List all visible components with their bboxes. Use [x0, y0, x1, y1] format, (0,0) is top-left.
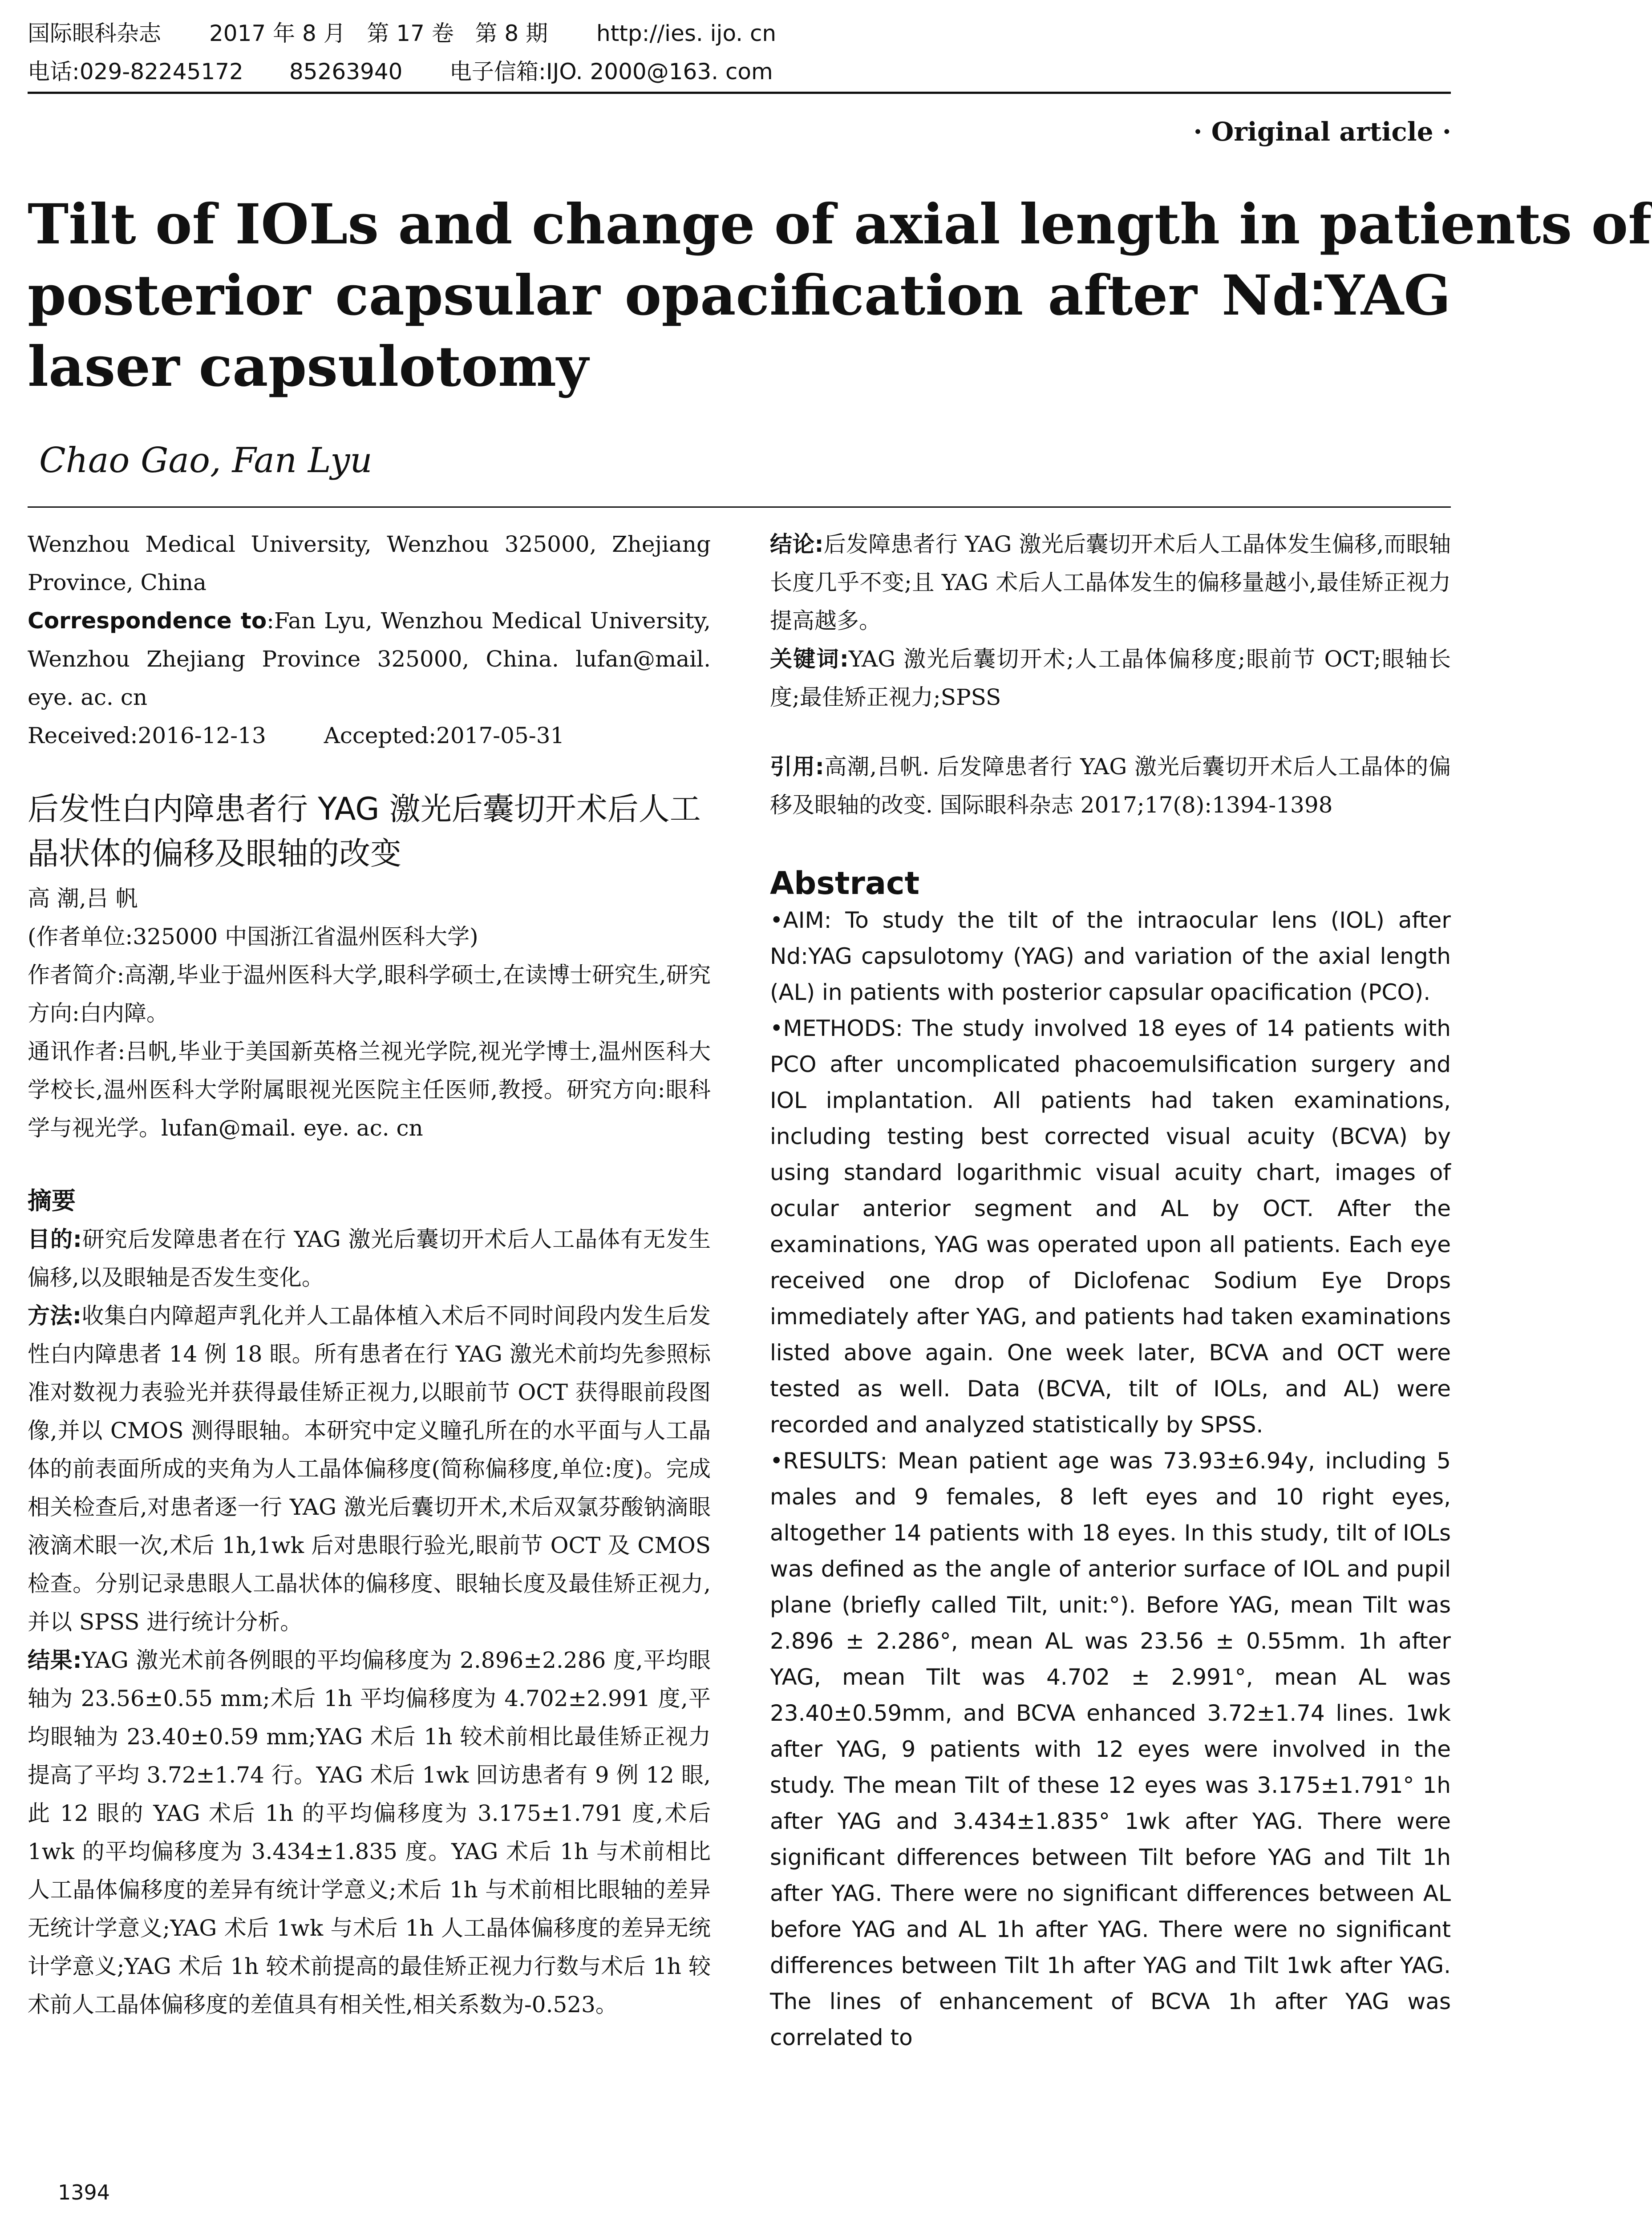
journal-url[interactable]: http://ies. ijo. cn: [596, 20, 777, 46]
aim-text: 研究后发障患者在行 YAG 激光后囊切开术后人工晶体有无发生偏移,以及眼轴是否发生变化。: [28, 1226, 711, 1290]
received-date: Received:2016-12-13: [28, 723, 266, 748]
title-word: posterior: [28, 263, 311, 328]
aim-label: 目的:: [28, 1226, 82, 1252]
results-label: 结果:: [28, 1647, 82, 1673]
article-type: · Original article ·: [1193, 117, 1451, 147]
abstract-aim-label: •AIM:: [770, 907, 832, 933]
article-title: [28, 189, 1652, 403]
title-word: after: [1048, 263, 1197, 328]
abstract-results: [770, 1443, 1451, 2056]
email[interactable]: 电子信箱:IJO. 2000@163. com: [449, 59, 773, 85]
right-column: [770, 525, 1451, 2056]
citation-label: 引用:: [770, 754, 824, 780]
methods-label: 方法:: [28, 1303, 81, 1329]
title-word: capsular: [335, 263, 600, 328]
correspondence-text[interactable]: :Fan Lyu, Wenzhou Medical University, Wenzhou Zhejiang Province 325000, China. lufan@mail. eye. ac. cn: [28, 608, 711, 710]
conclusion-text: 后发障患者行 YAG 激光后囊切开术后人工晶体发生偏移,而眼轴长度几乎不变;且 YAG 术后人工晶体发生的偏移量越小,最佳矫正视力提高越多。: [770, 531, 1451, 634]
abstract-methods-label: •METHODS:: [770, 1015, 903, 1041]
results-text: YAG 激光术前各例眼的平均偏移度为 2.896±2.286 度,平均眼轴为 23.56±0.55 mm;术后 1h 平均偏移度为 4.702±2.991 度,平均眼轴为 23.40±0.59 mm;YAG 术后 1h 较术前相比最佳矫正视力提高了平均 3.72±1.74 行。YAG 术后 1wk 回访患者有 9 例 12 眼,此 12 眼的 YAG 术后 1h 的平均偏移度为 3.175±1.791 度,术后 1wk 的平均偏移度为 3.434±1.835 度。YAG 术后 1h 与术前相比人工晶体偏移度的差异有统计学意义;术后 1h 与术前相比眼轴的差异无统计学意义;YAG 术后 1wk 与术后 1h 人工晶体偏移度的差异无统计学意义;YAG 术后 1h 较术前提高的最佳矫正视力行数与术后 1h 较术前人工晶体偏移度的差值具有相关性,相关系数为-0.523。: [28, 1647, 711, 2018]
title-line-2: [28, 260, 1451, 332]
phone-2: 85263940: [289, 59, 403, 85]
issue-info: 2017 年 8 月 第 17 卷 第 8 期: [209, 20, 548, 46]
methods-text: 收集白内障超声乳化并人工晶体植入术后不同时间段内发生后发性白内障患者 14 例 18 眼。所有患者在行 YAG 激光术前均先参照标准对数视力表验光并获得最佳矫正视力,以眼前节 OCT 获得眼前段图像,并以 CMOS 测得眼轴。本研究中定义瞳孔所在的水平面与人工晶体的前表面所成的夹角为人工晶体偏移度(简称偏移度,单位:度)。完成相关检查后,对患者逐一行 YAG 激光后囊切开术,术后双氯芬酸钠滴眼液滴术眼一次,术后 1h,1wk 后对患眼行验光,眼前节 OCT 及 CMOS 检查。分别记录患眼人工晶状体的偏移度、眼轴长度及最佳矫正视力,并以 SPSS 进行统计分析。: [28, 1303, 711, 1635]
conclusion-label: 结论:: [770, 531, 824, 557]
citation-text: 高潮,吕帆. 后发障患者行 YAG 激光后囊切开术后人工晶体的偏移及眼轴的改变. 国际眼科杂志 2017;17(8):1394-1398: [770, 754, 1451, 818]
author-bio: 作者简介:高潮,毕业于温州医科大学,眼科学硕士,在读博士研究生,研究方向:白内障。: [28, 962, 711, 1026]
title-line-1: Tilt of IOLs and change of axial length in patients of: [28, 192, 1652, 257]
chinese-title: 后发性白内障患者行 YAG 激光后囊切开术后人工晶状体的偏移及眼轴的改变: [28, 791, 701, 872]
left-column: [28, 525, 711, 2024]
chinese-unit: (作者单位:325000 中国浙江省温州医科大学): [28, 924, 478, 950]
page-number: 1394: [58, 2180, 110, 2204]
authors: Chao Gao, Fan Lyu: [39, 441, 373, 481]
corresponding-author-bio: 通讯作者:吕帆,毕业于美国新英格兰视光学院,视光学博士,温州医科大学校长,温州医科大学附属眼视光医院主任医师,教授。研究方向:眼科学与视光学。lufan@mail. eye. ac. cn: [28, 1039, 711, 1141]
summary-results: [28, 1641, 711, 2024]
dates: [28, 716, 711, 755]
title-word: Nd∶YAG: [1221, 263, 1451, 328]
phone: 电话:029-82245172: [28, 59, 243, 85]
keywords-label: 关键词:: [770, 646, 849, 672]
correspondence: [28, 602, 711, 716]
header-rule: [28, 92, 1451, 94]
keywords: [770, 640, 1451, 716]
keywords-text: YAG 激光后囊切开术;人工晶体偏移度;眼前节 OCT;眼轴长度;最佳矫正视力;SPSS: [770, 646, 1451, 710]
summary-conclusion: [770, 525, 1451, 640]
abstract-aim: [770, 902, 1451, 1011]
chinese-authors: 高 潮,吕 帆: [28, 886, 138, 911]
citation: [770, 748, 1451, 824]
summary-heading: 摘要: [28, 1187, 76, 1215]
journal-name: 国际眼科杂志: [28, 20, 161, 46]
abstract-results-text: Mean patient age was 73.93±6.94y, including 5 males and 9 females, 8 left eyes and 10 right eyes, altogether 14 patients with 18 eyes. In this study, tilt of IOLs was defined as the angle of anterior surface of IOL and pupil plane (briefly called Tilt, unit:°). Before YAG, mean Tilt was 2.896 ± 2.286°, mean AL was 23.56 ± 0.55mm. 1h after YAG, mean Tilt was 4.702 ± 2.991°, mean AL was 23.40±0.59mm, and BCVA enhanced 3.72±1.74 lines. 1wk after YAG, 9 patients with 12 eyes were involved in the study. The mean Tilt of these 12 eyes was 3.175±1.791° 1h after YAG and 3.434±1.835° 1wk after YAG. There were significant differences between Tilt before YAG and Tilt 1h after YAG. There were no significant differences between AL before YAG and AL 1h after YAG. There were no significant differences between Tilt 1h after YAG and Tilt 1wk after YAG. The lines of enhancement of BCVA 1h after YAG was correlated to: [770, 1448, 1451, 2050]
correspondence-label: Correspondence to: [28, 608, 267, 634]
title-word: opacification: [624, 263, 1024, 328]
abstract-methods-text: The study involved 18 eyes of 14 patients with PCO after uncomplicated phacoemulsification surgery and IOL implantation. All patients had taken examinations, including testing best corrected visual acuity (BCVA) by using standard logarithmic visual acuity chart, images of ocular anterior segment and AL by OCT. After the examinations, YAG was operated upon all patients. Each eye received one drop of Diclofenac Sodium Eye Drops immediately after YAG, and patients had taken examinations listed above again. One week later, BCVA and OCT were tested as well. Data (BCVA, tilt of IOLs, and AL) were recorded and analyzed statistically by SPSS.: [770, 1015, 1451, 1438]
authors-rule: [28, 506, 1451, 508]
abstract-aim-text: To study the tilt of the intraocular lens (IOL) after Nd:YAG capsulotomy (YAG) and variation of the axial length (AL) in patients with posterior capsular opacification (PCO).: [770, 907, 1451, 1005]
affiliation: Wenzhou Medical University, Wenzhou 325000, Zhejiang Province, China: [28, 531, 711, 595]
abstract-results-label: •RESULTS:: [770, 1448, 888, 1474]
title-line-3: laser capsulotomy: [28, 335, 589, 399]
abstract-body: [770, 902, 1451, 2056]
summary-aim: [28, 1220, 711, 1297]
summary-methods: [28, 1297, 711, 1641]
abstract-heading: Abstract: [770, 865, 920, 902]
abstract-methods: [770, 1011, 1451, 1443]
accepted-date: Accepted:2017-05-31: [324, 723, 565, 748]
